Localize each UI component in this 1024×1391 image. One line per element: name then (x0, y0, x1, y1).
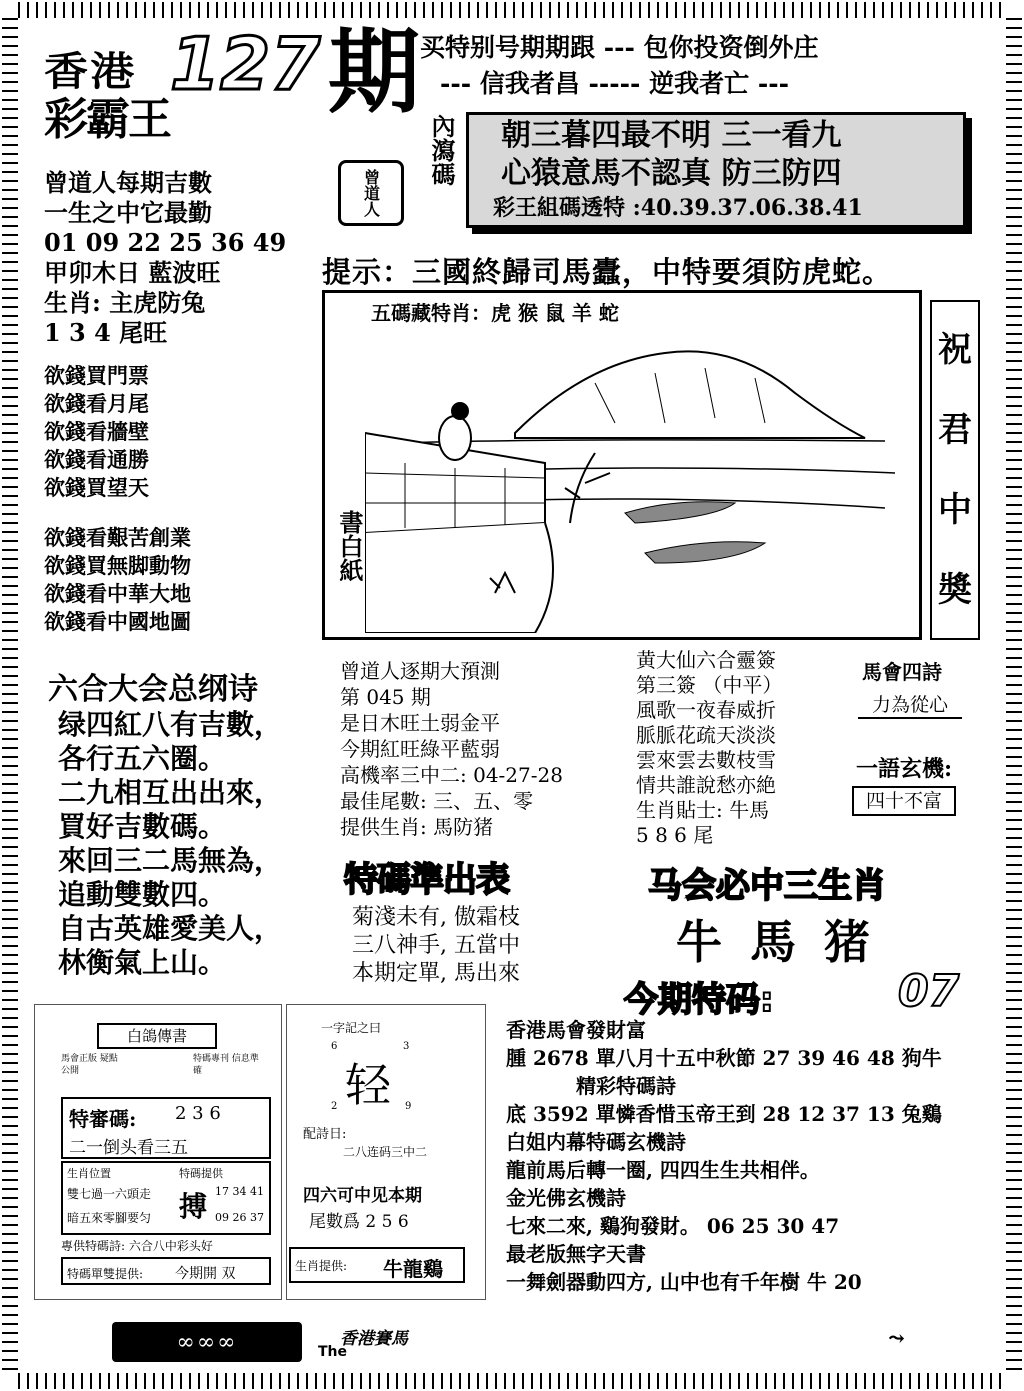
prediction-line: 今期紅旺綠平藍弱 (340, 737, 500, 761)
left-vertical-label: 書白紙 (335, 510, 364, 582)
huang-block (636, 648, 782, 848)
tema-lines (352, 904, 520, 988)
tema-provide-label: 特碼提供 (179, 1167, 223, 1180)
right-label-char: 君 (938, 410, 972, 450)
horse-poem-title: 馬會四詩 (862, 660, 942, 684)
prediction-line: 最佳尾數: 三、五、零 (340, 789, 534, 813)
huang-line: 雲來雲去數枝雪 (636, 748, 776, 772)
huang-line: 第三簽 （中平） (636, 673, 783, 697)
big-char: 搏 (179, 1190, 208, 1223)
poem-line: 各行五六圈。 (58, 742, 227, 775)
lucky-numbers: 01 09 22 25 36 49 (44, 228, 287, 257)
huang-line: 脈脈花疏天淡淡 (636, 723, 776, 747)
slogan-2: --- 信我者昌 ----- 逆我者亡 --- (440, 69, 789, 98)
rb-line: 精彩特碼詩 (576, 1074, 676, 1098)
top-border (18, 2, 1006, 18)
inner-code-line-2: 心猿意馬不認真 防三防四 (501, 156, 842, 191)
one-char-num-9: 9 (405, 1101, 412, 1112)
one-char-box (286, 1004, 486, 1300)
right-vertical-labels (932, 302, 978, 630)
three-zodiac-title: 马会必中三生肖 (648, 866, 886, 906)
one-char-poem-label: 配詩日: (303, 1127, 347, 1142)
letter-small-left: 馬會正版 疑點公開 (61, 1054, 118, 1076)
left-line: 欲錢看牆壁 (44, 419, 149, 444)
tema-line: 本期定單, 馬出來 (352, 961, 520, 986)
one-char-num-6: 6 (331, 1041, 338, 1052)
footer-brand: 香港賽馬 (340, 1329, 408, 1349)
three-zodiac-values: 牛 馬 猪 (676, 915, 877, 969)
poem-lines (58, 708, 282, 980)
letter-box-title: 白鴿傳書 (97, 1023, 217, 1049)
special-label: 今期特码: (624, 980, 774, 1020)
zodiac-provide-value: 牛龍鷄 (383, 1257, 443, 1281)
zodiac-provide-label: 生肖提供: (295, 1259, 348, 1273)
zodiac-pos-label: 生肖位置 (67, 1167, 111, 1180)
huang-line: 生肖貼士: 牛馬 (636, 798, 770, 822)
left-line: 1 3 4 尾旺 (44, 318, 168, 347)
bottom-border (18, 1373, 1006, 1389)
inner-code-label-text: 內瀉碼 (427, 114, 456, 186)
rb-line: 腫 2678 單八月十五中秋節 27 39 46 48 狗牛 (506, 1046, 942, 1070)
letter-small-right: 特碼專刊 信息準確 (193, 1054, 259, 1076)
right-label-char: 中 (938, 490, 972, 530)
poem-line: 自古英雄愛美人， (58, 912, 283, 945)
inner-code-line-1: 朝三暮四最不明 三一看九 (501, 118, 842, 153)
rb-line: 香港馬會發財富 (506, 1018, 646, 1042)
huang-line: 情共誰說愁亦絶 (636, 773, 776, 797)
arrow-icon: ⤳ (888, 1326, 905, 1350)
hint-line: 提示：三國終歸司馬蠹，中特要須防虎蛇。 (322, 255, 893, 289)
inner-code-box (466, 112, 966, 228)
left-line: 欲錢看通勝 (44, 447, 149, 472)
left-lines-b (44, 362, 324, 502)
tema-nums-1: 17 34 41 (215, 1185, 264, 1198)
tema-code-value: 2 3 6 (175, 1103, 221, 1124)
poem-line: 買好吉數碼。 (58, 810, 227, 843)
brand-top: 香港 (44, 49, 137, 95)
one-char-issue-line: 四六可中见本期 (303, 1186, 422, 1206)
prediction-line: 高機率三中二: 04-27-28 (340, 763, 563, 787)
issue-char: 期 (328, 18, 421, 126)
rb-line: 底 3592 單憐香惜玉帝王到 28 12 37 13 兔鷄 (506, 1102, 942, 1126)
left-line: 曾道人每期吉數 (44, 168, 212, 197)
picture-caption: 五碼藏特肖：虎 猴 鼠 羊 蛇 (371, 301, 619, 325)
poem-line: 绿四紅八有吉數， (58, 708, 283, 741)
landscape-illustration (365, 323, 915, 633)
seal-stamp (338, 160, 404, 226)
left-line: 甲卯木日 藍波旺 (44, 258, 221, 287)
rb-line: 白姐内幕特碼玄機詩 (506, 1130, 686, 1154)
single-value: 今期開 双 (175, 1266, 236, 1282)
left-border (2, 18, 18, 1373)
tema-code-line-2: 二一倒头看三五 (69, 1138, 188, 1158)
tema-code-box (61, 1097, 271, 1159)
prediction-line: 是日木旺土弱金平 (340, 711, 500, 735)
left-line: 欲錢看月尾 (44, 391, 149, 416)
tema-line: 三八神手, 五當中 (352, 933, 520, 958)
rb-line: 一舞劍器動四方, 山中也有千年樹 牛 20 (506, 1270, 862, 1294)
horse-poem-value: 力為從心 (858, 690, 962, 719)
slogan-1: 买特别号期期跟 --- 包你投资倒外庄 (420, 33, 819, 62)
poem-line: 來回三二馬無為， (58, 844, 283, 877)
prediction-block (340, 658, 563, 840)
left-lines-a (44, 168, 324, 348)
single-double-box (61, 1257, 271, 1285)
tema-code-label: 特審碼: (69, 1107, 137, 1131)
single-label: 特碼單雙提供: (67, 1267, 144, 1281)
one-char-tail: 尾數爲 2 5 6 (309, 1212, 409, 1232)
left-line: 生肖: 主虎防兔 (44, 288, 206, 317)
zodiac-provide-box (289, 1247, 465, 1283)
right-border (1006, 18, 1022, 1373)
huang-line: 風歌一夜春威折 (636, 698, 776, 722)
left-line: 欲錢買望天 (44, 475, 149, 500)
brand-bottom: 彩霸王 (44, 94, 170, 145)
tema-nums-2: 09 26 37 (215, 1211, 264, 1224)
left-line: 一生之中它最勤 (44, 198, 212, 227)
one-char-title: 一字記之曰 (321, 1021, 382, 1035)
one-char-num-3: 3 (403, 1041, 410, 1052)
tema-title: 特碼準出表 (344, 860, 509, 900)
left-line: 欲錢看中華大地 (44, 581, 191, 606)
left-line: 欲錢買無脚動物 (44, 553, 191, 578)
one-char-num-2: 2 (331, 1101, 338, 1112)
right-label-char: 祝 (938, 330, 972, 370)
right-bottom-block (506, 1016, 1002, 1296)
inner-code-line-3: 彩王組碼透特 :40.39.37.06.38.41 (493, 195, 863, 221)
xuanji-value: 四十不富 (852, 786, 956, 816)
one-char-big: 轻 (345, 1058, 391, 1112)
letter-box (34, 1004, 282, 1300)
rb-line: 最老版無字天書 (506, 1242, 646, 1266)
zodiac-pos-line: 暗五來零腳要匀 (67, 1211, 152, 1225)
rb-line: 金光佛玄機詩 (506, 1186, 626, 1210)
footer-the: The (318, 1344, 348, 1360)
prediction-line: 曾道人逐期大預測 (340, 659, 500, 683)
poem-title: 六合大会总纲诗 (48, 672, 258, 707)
tema-line: 菊淺未有, 傲霜枝 (352, 905, 520, 930)
zodiac-pos-box (61, 1161, 271, 1235)
left-lines-c (44, 524, 324, 636)
special-value: 07 (898, 966, 960, 1017)
huang-line: 5 8 6 尾 (636, 823, 714, 847)
prediction-line: 提供生肖: 馬防猪 (340, 815, 494, 839)
poem-line: 二九相互出出來， (58, 776, 283, 809)
picture-frame (322, 290, 922, 640)
rb-line: 七來二來, 鷄狗發財。 06 25 30 47 (506, 1214, 840, 1238)
prediction-line: 第 045 期 (340, 685, 431, 709)
right-label-char: 奬 (938, 570, 972, 610)
rb-line: 龍前馬后轉一圈, 四四生生共相伴。 (506, 1158, 820, 1182)
left-line: 欲錢看中國地圖 (44, 609, 191, 634)
left-line: 欲錢看艱苦創業 (44, 525, 191, 550)
left-line: 欲錢買門票 (44, 363, 149, 388)
poem-line: 林衡氣上山。 (58, 946, 227, 979)
poem-line: 追動雙數四。 (58, 878, 227, 911)
seal-text: 曾道人 (361, 169, 381, 217)
right-vertical-box (930, 300, 980, 640)
issue-number: 127 (170, 22, 321, 106)
huang-line: 黄大仙六合靈簽 (636, 648, 776, 672)
one-char-poem: 二八连码三中二 (343, 1145, 428, 1159)
xuanji-title: 一語玄機: (856, 756, 953, 782)
zodiac-pos-line: 雙七過一六頭走 (67, 1187, 152, 1201)
special-poem: 專供特碼詩: 六合八中彩头好 (61, 1239, 213, 1253)
footer-logo-icon: ∞∞∞ (112, 1322, 302, 1362)
inner-code-label (420, 114, 462, 193)
